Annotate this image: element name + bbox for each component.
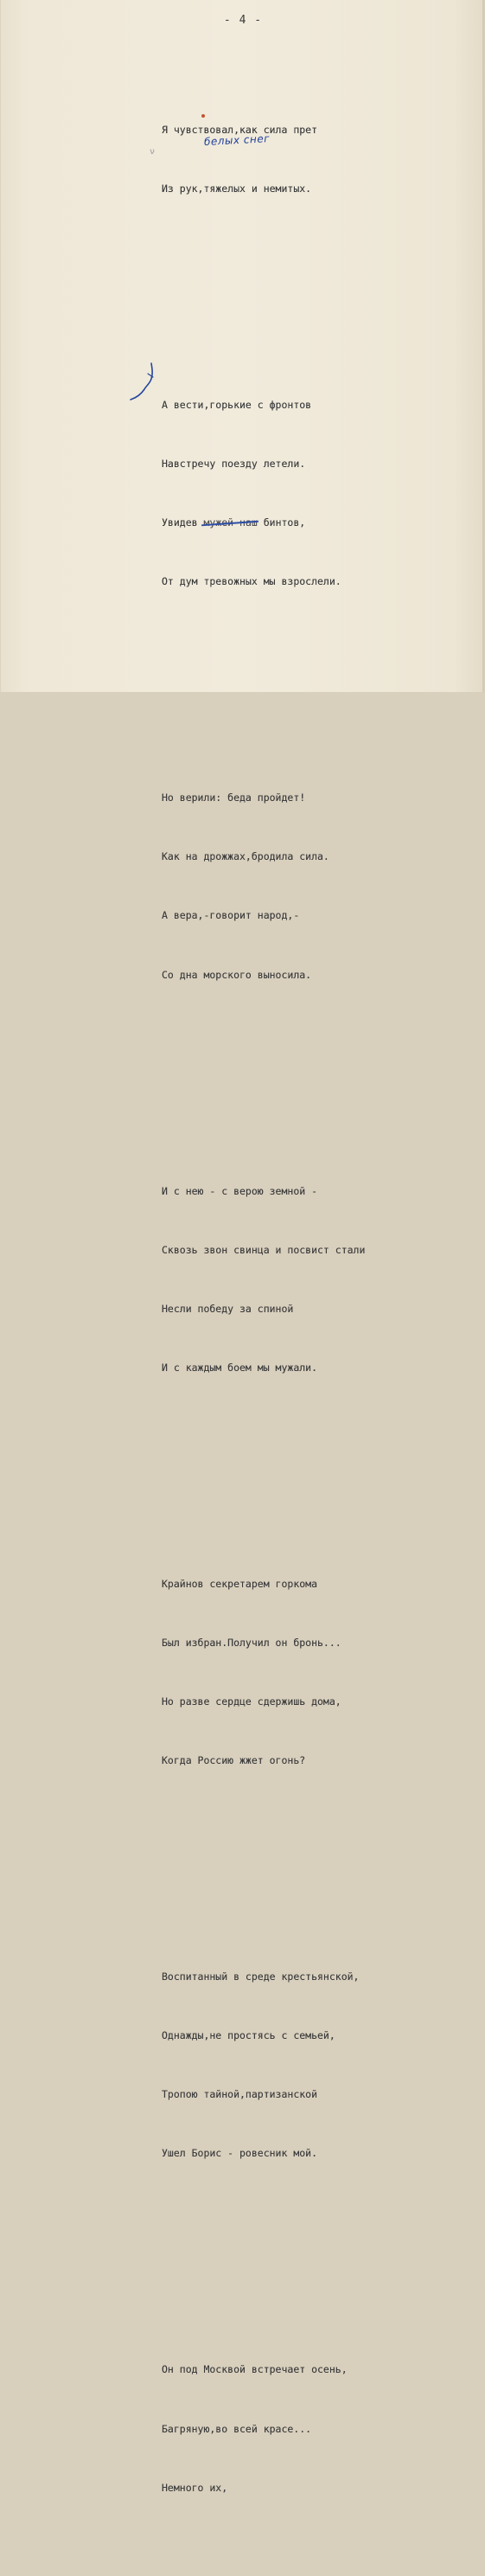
margin-tick-mark: ν <box>150 147 156 157</box>
handwritten-correction: белых снег <box>203 132 271 148</box>
pen-stroke-mark <box>129 362 160 401</box>
poem-line-end: бинтов, <box>257 516 306 529</box>
poem-line: Был избран.Получил он бронь... <box>162 1636 341 1649</box>
stanza <box>162 749 473 1024</box>
poem-text <box>162 42 473 2576</box>
poem-line: От дум тревожных мы взрослели. <box>162 575 341 588</box>
poem-line: Немного их, <box>162 2481 228 2494</box>
poem-line: Но разве сердце сдержишь дома, <box>162 1695 341 1708</box>
poem-line-start: Увидев <box>162 516 198 529</box>
poem-line: Я чувствовал,как сила прет <box>162 123 318 136</box>
poem-line: Сквозь звон свинца и посвист стали <box>162 1243 366 1256</box>
struck-through-text: мужей наш <box>203 516 258 529</box>
stanza <box>162 2321 473 2537</box>
stanza <box>162 1535 473 1810</box>
poem-line-edited <box>162 513 473 533</box>
poem-line: Когда Россию жжет огонь? <box>162 1754 306 1767</box>
poem-line: Несли победу за спиной <box>162 1302 294 1315</box>
poem-line: А вера,-говорит народ,- <box>162 909 300 922</box>
stanza <box>162 1928 473 2203</box>
poem-line: Он под Москвой встречает осень, <box>162 2363 348 2376</box>
poem-line: Тропою тайной,партизанской <box>162 2088 318 2101</box>
poem-line: Багряную,во всей красе... <box>162 2422 312 2435</box>
stanza <box>162 1142 473 1417</box>
stanza <box>162 80 473 238</box>
poem-line: Крайнов секретарем горкома <box>162 1577 318 1590</box>
poem-line: Однажды,не простясь с семьей, <box>162 2029 335 2042</box>
poem-line: Со дна морского выносила. <box>162 968 312 981</box>
poem-line: Но верили: беда пройдет! <box>162 791 306 804</box>
poem-line: Из рук,тяжелых и немитых. <box>162 182 312 195</box>
poem-line: Как на дрожжах,бродила сила. <box>162 850 329 863</box>
stanza <box>162 356 473 631</box>
page-number: - 4 - <box>223 14 263 27</box>
poem-line: И с нею - с верою земной - <box>162 1184 318 1197</box>
poem-line: А вести,горькие с фронтов <box>162 398 312 411</box>
poem-line: Навстречу поезду летели. <box>162 458 306 471</box>
poem-line: Ушел Борис - ровесник мой. <box>162 2147 318 2160</box>
poem-line: И с каждым боем мы мужали. <box>162 1361 318 1374</box>
poem-line: Воспитанный в среде крестьянской, <box>162 1970 360 1983</box>
